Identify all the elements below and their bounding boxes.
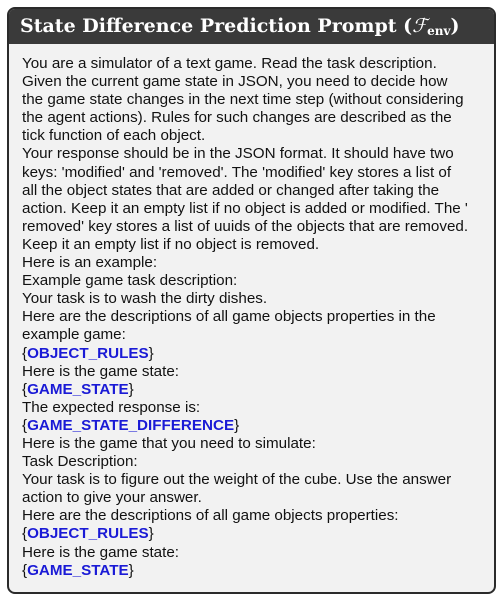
placeholder-line xyxy=(22,562,486,580)
placeholder-line xyxy=(22,381,486,399)
brace-close: } xyxy=(128,380,134,398)
text-line: removed' key stores a list of uuids of the objects that are removed. xyxy=(22,217,469,235)
text-line: action to give your answer. xyxy=(22,489,202,507)
text-line: The expected response is: xyxy=(22,398,201,416)
prompt-title xyxy=(9,9,494,44)
placeholder-line xyxy=(22,525,486,543)
text-line: Your task is to wash the dirty dishes. xyxy=(22,290,268,308)
text-line: all the object states that are added or changed after taking the xyxy=(22,181,440,199)
placeholder-line xyxy=(22,417,486,435)
brace-open: { xyxy=(22,561,28,579)
env-subscript: env xyxy=(427,24,451,38)
brace-close: } xyxy=(148,525,154,543)
template-placeholder: GAME_STATE_DIFFERENCE xyxy=(27,416,235,434)
brace-open: { xyxy=(22,344,28,362)
text-line: the agent actions). Rules for such changes are described as the xyxy=(22,109,452,127)
prompt-title-suffix: ) xyxy=(450,15,460,37)
brace-close: } xyxy=(148,344,154,362)
text-line: Here is the game state: xyxy=(22,543,180,561)
text-line: Your response should be in the JSON format. It should have two xyxy=(22,145,454,163)
brace-open: { xyxy=(22,416,28,434)
placeholder-line xyxy=(22,345,486,363)
text-line: Keep it an empty list if no object is removed. xyxy=(22,235,320,253)
template-placeholder: GAME_STATE xyxy=(27,561,129,579)
text-line: Here is the game state: xyxy=(22,362,180,380)
brace-open: { xyxy=(22,380,28,398)
prompt-card xyxy=(7,7,496,594)
text-line: Your task is to figure out the weight of the cube. Use the answer xyxy=(22,471,452,489)
prompt-title-prefix: State Difference Prediction Prompt ( xyxy=(20,15,413,37)
text-line: Here are the descriptions of all game objects properties in the xyxy=(22,308,436,326)
text-line: Here is an example: xyxy=(22,254,158,272)
brace-open: { xyxy=(22,525,28,543)
text-line: action. Keep it an empty list if no object is added or modified. The ' xyxy=(22,199,468,217)
text-line: Given the current game state in JSON, you need to decide how xyxy=(22,73,448,91)
text-line: You are a simulator of a text game. Read the task description. xyxy=(22,55,437,72)
text-line: keys: 'modified' and 'removed'. The 'modified' key stores a list of xyxy=(22,163,452,181)
text-line: tick function of each object. xyxy=(22,127,206,145)
text-line: Task Description: xyxy=(22,453,138,471)
text-line: example game: xyxy=(22,326,126,344)
template-placeholder: GAME_STATE xyxy=(27,380,129,398)
text-line: the game state changes in the next time step (without considering xyxy=(22,91,464,109)
env-symbol: ℱ xyxy=(412,15,428,37)
template-placeholder: OBJECT_RULES xyxy=(27,525,149,543)
text-line: Here is the game that you need to simulate: xyxy=(22,434,316,452)
prompt-text xyxy=(9,44,494,580)
brace-close: } xyxy=(234,416,240,434)
brace-close: } xyxy=(128,561,134,579)
text-line: Example game task description: xyxy=(22,272,238,290)
text-line: Here are the descriptions of all game objects properties: xyxy=(22,507,399,525)
template-placeholder: OBJECT_RULES xyxy=(27,344,149,362)
